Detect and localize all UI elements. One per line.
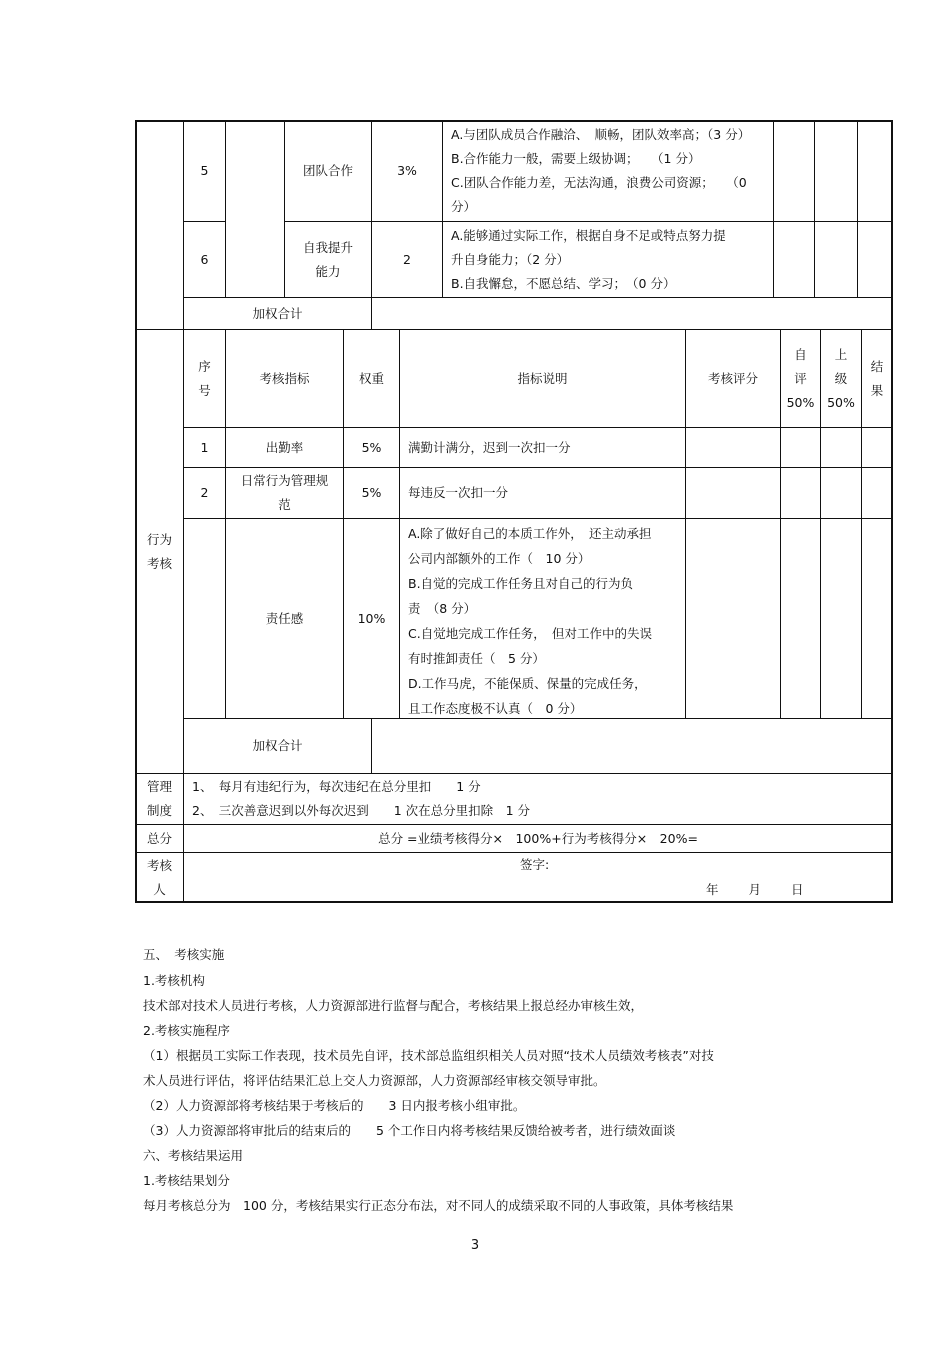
b-row2-score[interactable] [685, 467, 781, 519]
b-row1-score[interactable] [685, 427, 781, 468]
paragraph-procedure-2: （2）人力资源部将考核结果于考核后的 3 日内报考核小组审批。 [143, 1098, 526, 1113]
weighted-total-label-top: 加权合计 [183, 297, 372, 330]
b-row1-weight: 5% [343, 427, 400, 468]
row5-result[interactable] [857, 120, 893, 222]
row6-self-score[interactable] [773, 221, 815, 298]
left-section-cell-top [135, 120, 184, 330]
b-row1-description: 满勤计满分，迟到一次扣一分 [399, 427, 686, 468]
row5-self-score[interactable] [773, 120, 815, 222]
row5-indicator: 团队合作 [284, 120, 372, 222]
row5-description: A.与团队成员合作融洽、 顺畅，团队效率高；（3 分） B.合作能力一般，需要上级协调； （1 分） C.团队合作能力差，无法沟通，浪费公司资源； （0 分） [442, 120, 774, 222]
date-line [706, 878, 804, 902]
b-row1-self[interactable] [780, 427, 821, 468]
paragraph-procedure-1b: 术人员进行评估，将评估结果汇总上交人力资源部，人力资源部经审核交领导审批。 [143, 1073, 606, 1088]
b-row3-description: A.除了做好自己的本质工作外， 还主动承担 公司内部额外的工作（ 10 分） B.自觉的完成工作任务且对自己的行为负 责 （8 分） C.自觉地完成工作任务， 但对工作中的失误 有时推卸责任（ 5 分） D.工作马虎，不能保质、保量的完成任务， 且工作态度极不认真（ 0 分） [399, 518, 686, 719]
row6-weight: 2 [371, 221, 443, 298]
weighted-total-label-behavior: 加权合计 [183, 718, 372, 774]
b-row3-weight: 10% [343, 518, 400, 719]
header-description: 指标说明 [399, 329, 686, 428]
total-formula: 总分 =业绩考核得分× 100%+行为考核得分× 20%= [183, 824, 893, 853]
b-row2-weight: 5% [343, 467, 400, 519]
management-rules: 1、 每月有违纪行为，每次违纪在总分里扣 1 分 2、 三次善意迟到以外每次迟到 1 次在总分里扣除 1 分 [183, 773, 893, 825]
paragraph-procedure-3: （3）人力资源部将审批后的结束后的 5 个工作日内将考核结果反馈给被考者，进行绩效面谈 [143, 1123, 676, 1138]
page-number: 3 [470, 1238, 480, 1253]
row5-no: 5 [183, 120, 226, 222]
b-row1-result[interactable] [861, 427, 893, 468]
b-row2-description: 每违反一次扣一分 [399, 467, 686, 519]
management-label: 管理 制度 [135, 773, 184, 825]
assessor-sign-area[interactable] [183, 852, 893, 903]
row5-superior-score[interactable] [814, 120, 858, 222]
b-row1-no: 1 [183, 427, 226, 468]
b-row1-superior[interactable] [820, 427, 862, 468]
b-row3-superior[interactable] [820, 518, 862, 719]
header-self: 自 评 50% [780, 329, 821, 428]
row6-result[interactable] [857, 221, 893, 298]
assessor-label: 考核 人 [135, 852, 184, 903]
header-result: 结 果 [861, 329, 893, 428]
total-label: 总分 [135, 824, 184, 853]
subheading-result-division: 1.考核结果划分 [143, 1173, 230, 1188]
paragraph-procedure-1a: （1）根据员工实际工作表现，技术员先自评，技术部总监组织相关人员对照“技术人员绩效考核表”对技 [143, 1048, 714, 1063]
header-indicator: 考核指标 [225, 329, 344, 428]
row6-description: A.能够通过实际工作，根据自身不足或特点努力提 升自身能力；（2 分） B.自我懈怠，不愿总结、学习； （0 分） [442, 221, 774, 298]
paragraph-result-division: 每月考核总分为 100 分，考核结果实行正态分布法，对不同人的成绩采取不同的人事政策，具体考核结果 [143, 1198, 734, 1213]
header-weight: 权重 [343, 329, 400, 428]
year-label: 年 [706, 882, 719, 897]
merged-category-cell [225, 120, 285, 298]
paragraph-assessment-body: 技术部对技术人员进行考核，人力资源部进行监督与配合，考核结果上报总经办审核生效， [143, 998, 644, 1013]
section-heading-6: 六、考核结果运用 [143, 1148, 244, 1163]
sign-label: 签字: [520, 857, 550, 872]
header-superior: 上 级 50% [820, 329, 862, 428]
b-row2-indicator: 日常行为管理规 范 [225, 467, 344, 519]
day-label: 日 [791, 882, 804, 897]
month-label: 月 [748, 882, 762, 897]
row6-superior-score[interactable] [814, 221, 858, 298]
header-score: 考核评分 [685, 329, 781, 428]
b-row3-indicator: 责任感 [225, 518, 344, 719]
b-row2-self[interactable] [780, 467, 821, 519]
b-row3-no [183, 518, 226, 719]
b-row2-result[interactable] [861, 467, 893, 519]
b-row1-indicator: 出勤率 [225, 427, 344, 468]
weighted-total-value-top[interactable] [371, 297, 893, 330]
b-row2-superior[interactable] [820, 467, 862, 519]
section-heading-5: 五、 考核实施 [143, 947, 225, 962]
b-row2-no: 2 [183, 467, 226, 519]
header-no: 序 号 [183, 329, 226, 428]
b-row3-result[interactable] [861, 518, 893, 719]
b-row3-score[interactable] [685, 518, 781, 719]
row6-indicator: 自我提升 能力 [284, 221, 372, 298]
subheading-assessment-body: 1.考核机构 [143, 973, 205, 988]
b-row3-self[interactable] [780, 518, 821, 719]
row5-weight: 3% [371, 120, 443, 222]
row6-no: 6 [183, 221, 226, 298]
subheading-procedure: 2.考核实施程序 [143, 1023, 230, 1038]
weighted-total-value-behavior[interactable] [371, 718, 893, 774]
behavior-section-label: 行为 考核 [135, 329, 184, 774]
